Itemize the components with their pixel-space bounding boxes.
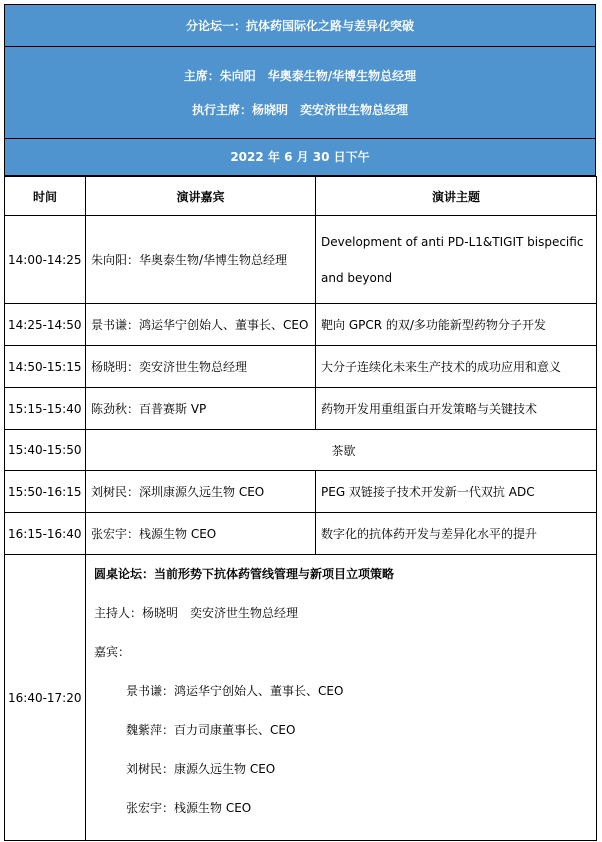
chair-line: 主席：朱向阳 华奥泰生物/华博生物总经理: [183, 69, 417, 83]
guest-item: 张宏宇：栈源生物 CEO: [126, 801, 252, 815]
guest-item: 景书谦：鸿运华宁创始人、董事长、CEO: [126, 684, 344, 698]
column-header-topic: 演讲主题: [316, 177, 597, 216]
topic-cell: 靶向 GPCR 的双/多功能新型药物分子开发: [316, 304, 597, 346]
time-cell: 14:25-14:50: [5, 304, 86, 346]
time-cell: 16:15-16:40: [5, 513, 86, 555]
table-row: [5, 513, 597, 555]
topic-cell: PEG 双链接子技术开发新一代双抗 ADC: [316, 471, 597, 513]
topic-line: and beyond: [321, 270, 393, 285]
break-row: [5, 430, 597, 471]
column-header-time: 时间: [5, 177, 86, 216]
topic-cell: [316, 216, 597, 304]
roundtable-host: 主持人：杨晓明 奕安济世生物总经理: [94, 606, 299, 620]
guest-item: 刘树民：康源久远生物 CEO: [126, 762, 276, 776]
column-header-speaker: 演讲嘉宾: [86, 177, 316, 216]
topic-cell: 数字化的抗体药开发与差异化水平的提升: [316, 513, 597, 555]
header-row: [5, 177, 597, 216]
table-row: [5, 216, 597, 304]
tea-break-cell: 茶歇: [86, 430, 597, 471]
speaker-cell: 景书谦：鸿运华宁创始人、董事长、CEO: [86, 304, 316, 346]
time-cell: 15:50-16:15: [5, 471, 86, 513]
roundtable-row: [5, 555, 597, 841]
topic-line: Development of anti PD-L1&TIGIT bispecific: [321, 234, 584, 249]
forum-title: 分论坛一：抗体药国际化之路与差异化突破: [4, 4, 596, 47]
time-cell: 16:40-17:20: [5, 555, 86, 841]
roundtable-title: 圆桌论坛：当前形势下抗体药管线管理与新项目立项策略: [94, 567, 395, 581]
time-cell: 14:50-15:15: [5, 346, 86, 388]
speaker-cell: 朱向阳：华奥泰生物/华博生物总经理: [86, 216, 316, 304]
speaker-cell: 陈劲秋：百普赛斯 VP: [86, 388, 316, 430]
guest-item: 魏紫萍：百力司康董事长、CEO: [126, 723, 296, 737]
guests-label: 嘉宾：: [94, 645, 131, 659]
topic-cell: 大分子连续化未来生产技术的成功应用和意义: [316, 346, 597, 388]
speaker-cell: 张宏宇：栈源生物 CEO: [86, 513, 316, 555]
table-row: [5, 471, 597, 513]
time-cell: 15:15-15:40: [5, 388, 86, 430]
table-row: [5, 346, 597, 388]
roundtable-cell: [86, 555, 597, 841]
exec-chair-line: 执行主席：杨晓明 奕安济世生物总经理: [191, 103, 408, 117]
speaker-cell: 杨晓明：奕安济世生物总经理: [86, 346, 316, 388]
chair-block: [4, 47, 596, 139]
date-line: 2022 年 6 月 30 日下午: [4, 139, 596, 176]
agenda-sheet: [4, 4, 596, 841]
time-cell: 14:00-14:25: [5, 216, 86, 304]
table-row: [5, 388, 597, 430]
agenda-table: [4, 176, 597, 841]
time-cell: 15:40-15:50: [5, 430, 86, 471]
topic-cell: 药物开发用重组蛋白开发策略与关键技术: [316, 388, 597, 430]
table-row: [5, 304, 597, 346]
speaker-cell: 刘树民：深圳康源久远生物 CEO: [86, 471, 316, 513]
